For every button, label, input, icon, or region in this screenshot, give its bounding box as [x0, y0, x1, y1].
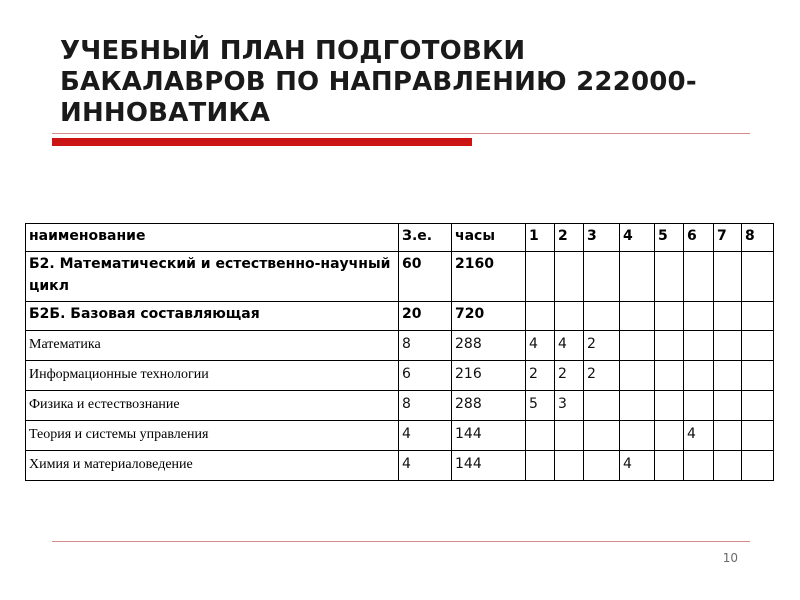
row-semester-3: 2 — [584, 361, 620, 391]
row-semester-5 — [655, 391, 684, 421]
row-name: Химия и материаловедение — [26, 451, 399, 481]
title-line-3: ИННОВАТИКА — [60, 98, 271, 128]
row-hours: 216 — [452, 361, 526, 391]
header-cell-hours: часы — [452, 224, 526, 252]
row-semester-4 — [620, 331, 655, 361]
header-cell-semester-4: 4 — [620, 224, 655, 252]
title-divider-thin — [52, 133, 750, 134]
row-credits: 8 — [399, 391, 452, 421]
row-name: Физика и естествознание — [26, 391, 399, 421]
row-hours: 288 — [452, 391, 526, 421]
row-credits: 4 — [399, 451, 452, 481]
row-semester-8 — [742, 421, 774, 451]
header-cell-semester-2: 2 — [555, 224, 584, 252]
row-name: Б2Б. Базовая составляющая — [26, 302, 399, 331]
row-semester-5 — [655, 252, 684, 302]
row-semester-4 — [620, 361, 655, 391]
row-semester-7 — [714, 302, 742, 331]
row-semester-6 — [684, 361, 714, 391]
table-row-course — [26, 331, 774, 361]
row-hours: 720 — [452, 302, 526, 331]
row-semester-1: 4 — [526, 331, 555, 361]
row-credits: 6 — [399, 361, 452, 391]
table-row-course — [26, 451, 774, 481]
row-semester-6 — [684, 391, 714, 421]
table-header-row — [26, 224, 774, 252]
row-semester-8 — [742, 451, 774, 481]
row-semester-5 — [655, 421, 684, 451]
row-semester-8 — [742, 391, 774, 421]
header-cell-semester-7: 7 — [714, 224, 742, 252]
row-semester-4 — [620, 391, 655, 421]
row-semester-1 — [526, 252, 555, 302]
row-credits: 60 — [399, 252, 452, 302]
header-cell-credits: З.е. — [399, 224, 452, 252]
row-semester-2: 3 — [555, 391, 584, 421]
row-semester-6: 4 — [684, 421, 714, 451]
row-semester-7 — [714, 391, 742, 421]
table-row-group-b2b — [26, 302, 774, 331]
row-semester-7 — [714, 331, 742, 361]
header-cell-semester-3: 3 — [584, 224, 620, 252]
row-semester-3: 2 — [584, 331, 620, 361]
row-semester-1 — [526, 451, 555, 481]
row-credits: 20 — [399, 302, 452, 331]
row-semester-5 — [655, 331, 684, 361]
row-semester-4 — [620, 252, 655, 302]
header-cell-semester-8: 8 — [742, 224, 774, 252]
row-credits: 8 — [399, 331, 452, 361]
row-semester-6 — [684, 331, 714, 361]
row-name: Теория и системы управления — [26, 421, 399, 451]
table-row-course — [26, 391, 774, 421]
row-semester-2: 4 — [555, 331, 584, 361]
row-semester-2 — [555, 421, 584, 451]
row-semester-4 — [620, 302, 655, 331]
title-divider-accent — [52, 138, 472, 146]
row-semester-1: 2 — [526, 361, 555, 391]
row-semester-7 — [714, 252, 742, 302]
title-line-1: УЧЕБНЫЙ ПЛАН ПОДГОТОВКИ — [60, 36, 526, 66]
row-hours: 2160 — [452, 252, 526, 302]
row-hours: 144 — [452, 451, 526, 481]
row-semester-8 — [742, 361, 774, 391]
header-cell-semester-5: 5 — [655, 224, 684, 252]
row-semester-7 — [714, 451, 742, 481]
table-row-group-b2 — [26, 252, 774, 302]
row-semester-6 — [684, 302, 714, 331]
page-number: 10 — [722, 551, 738, 565]
slide-title — [60, 36, 760, 129]
curriculum-table — [25, 223, 774, 481]
table-row-course — [26, 361, 774, 391]
row-semester-8 — [742, 331, 774, 361]
row-semester-2: 2 — [555, 361, 584, 391]
row-semester-6 — [684, 451, 714, 481]
row-credits: 4 — [399, 421, 452, 451]
table-row-course — [26, 421, 774, 451]
row-semester-5 — [655, 302, 684, 331]
header-cell-semester-1: 1 — [526, 224, 555, 252]
row-name: Информационные технологии — [26, 361, 399, 391]
header-cell-name: наименование — [26, 224, 399, 252]
footer-divider — [52, 541, 750, 542]
row-hours: 144 — [452, 421, 526, 451]
row-semester-3 — [584, 451, 620, 481]
row-name: Математика — [26, 331, 399, 361]
row-semester-8 — [742, 302, 774, 331]
row-semester-5 — [655, 361, 684, 391]
row-semester-3 — [584, 302, 620, 331]
row-semester-3 — [584, 252, 620, 302]
row-semester-8 — [742, 252, 774, 302]
row-semester-2 — [555, 252, 584, 302]
row-semester-2 — [555, 302, 584, 331]
row-semester-7 — [714, 421, 742, 451]
row-semester-3 — [584, 391, 620, 421]
row-semester-4 — [620, 421, 655, 451]
row-semester-7 — [714, 361, 742, 391]
row-semester-1 — [526, 421, 555, 451]
row-hours: 288 — [452, 331, 526, 361]
row-semester-5 — [655, 451, 684, 481]
row-semester-3 — [584, 421, 620, 451]
row-semester-1: 5 — [526, 391, 555, 421]
header-cell-semester-6: 6 — [684, 224, 714, 252]
row-semester-6 — [684, 252, 714, 302]
row-semester-2 — [555, 451, 584, 481]
title-line-2: БАКАЛАВРОВ ПО НАПРАВЛЕНИЮ 222000- — [60, 67, 697, 97]
row-name: Б2. Математический и естественно-научный цикл — [26, 252, 399, 302]
row-semester-1 — [526, 302, 555, 331]
row-semester-4: 4 — [620, 451, 655, 481]
